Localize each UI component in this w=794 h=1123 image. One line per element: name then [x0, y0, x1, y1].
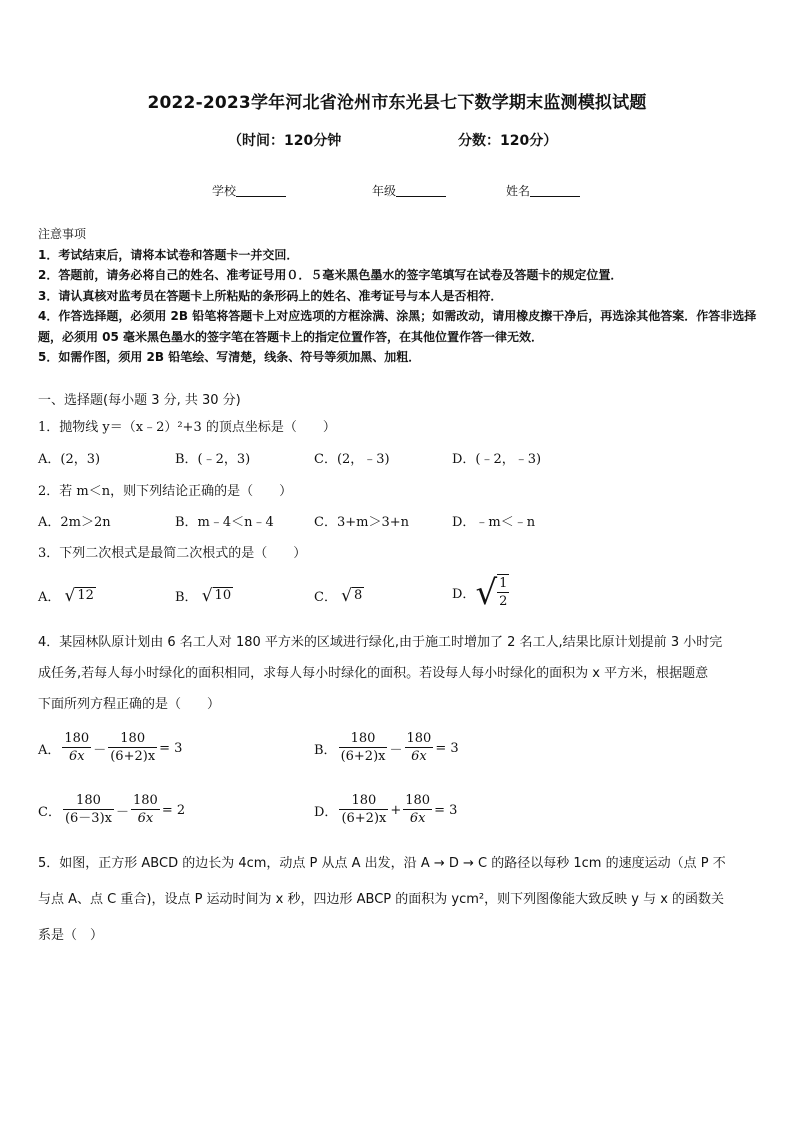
page-title: 2022-2023学年河北省沧州市东光县七下数学期末监测模拟试题	[147, 93, 647, 113]
q2-option-d[interactable]: D．﹣m＜﹣n	[452, 515, 536, 530]
school-label: 学校	[212, 184, 237, 198]
q4-option-a[interactable]: A． $\frac{180}{6x}$ － $\frac{180}{(6+2)x}$ = 3	[38, 731, 183, 764]
q3-option-b[interactable]: B． √ 10	[175, 586, 232, 606]
q1-option-b[interactable]: B．(﹣2，3)	[175, 452, 251, 467]
q3-option-c[interactable]: C． √ 8	[314, 586, 363, 606]
note-item: 4．作答选择题，必须用 2B 铅笔将答题卡上对应选项的方框涂满、涂黑；如需改动，请用橡皮擦干净后，再选涂其他答案．作答非选择题，必须用 05 毫米黑色墨水的签字笔在答题卡上的指定位置作答，在其他位置作答一律无效．	[38, 309, 757, 344]
name-label: 姓名	[506, 184, 531, 198]
note-item: 5．如需作图，须用 2B 铅笔绘、写清楚，线条、符号等须加黑、加粗．	[38, 350, 421, 364]
q2-option-b[interactable]: B．m﹣4＜n﹣4	[175, 515, 274, 530]
grade-blank[interactable]	[396, 184, 446, 197]
note-item: 1．考试结束后，请将本试卷和答题卡一并交回．	[38, 247, 299, 262]
sqrt-fraction: √ $\frac{1}{2}$	[475, 572, 508, 613]
q2-option-c[interactable]: C．3+m＞3+n	[314, 515, 409, 530]
note-item: 2．答题前，请务必将自己的姓名、准考证号用０．５毫米黑色墨水的签字笔填写在试卷及答题卡的规定位置．	[38, 268, 623, 282]
exam-score: 分数：120分）	[458, 133, 558, 149]
q1-option-c[interactable]: C．(2，﹣3)	[314, 452, 390, 467]
question-5-stem: 5．如图，正方形 ABCD 的边长为 4cm，动点 P 从点 A 出发，沿 A → D → C 的路径以每秒 1cm 的速度运动（点 P 不 与点 A、点 C 重合)，设点 P 运动时间为 x 秒，四边形 ABCP 的面积为 ycm²，则下列图像能大致反映 y 与 x 的函数关 系是（ ）	[38, 856, 726, 943]
q4-option-c[interactable]: C． $\frac{180}{(6-3)x}$ － $\frac{180}{6x}$ = 2	[38, 793, 186, 826]
note-item: 3．请认真核对监考员在答题卡上所粘贴的条形码上的姓名、准考证号与本人是否相符．	[38, 288, 503, 303]
q3-option-d[interactable]: D． √ $\frac{1}{2}$	[452, 572, 508, 613]
q4-option-b[interactable]: B． $\frac{180}{(6+2)x}$ － $\frac{180}{6x}$ = 3	[314, 731, 459, 764]
section-heading: 一、选择题(每小题 3 分, 共 30 分)	[38, 393, 241, 408]
q3-option-a[interactable]: A． √ 12	[38, 586, 94, 606]
sqrt-expression: √ 10	[201, 586, 232, 606]
question-3-stem: 3．下列二次根式是最简二次根式的是（ ）	[38, 546, 307, 561]
school-field[interactable]	[212, 182, 286, 199]
grade-field[interactable]	[372, 182, 446, 199]
sqrt-expression: √ 12	[64, 586, 94, 606]
notes-section	[38, 224, 760, 368]
q1-option-d[interactable]: D．(﹣2，﹣3)	[452, 452, 542, 467]
q4-option-d[interactable]: D． $\frac{180}{(6+2)x}$ + $\frac{180}{6x}$ = 3	[314, 793, 458, 826]
q2-option-a[interactable]: A．2m＞2n	[38, 515, 111, 530]
notes-heading: 注意事项	[38, 227, 87, 241]
school-blank[interactable]	[236, 184, 286, 197]
question-4-stem: 4．某园林队原计划由 6 名工人对 180 平方米的区域进行绿化,由于施工时增加了 2 名工人,结果比原计划提前 3 小时完 成任务,若每人每小时绿化的面积相同，求每人每小时绿化的面积。若设每人每小时绿化的面积为 x 平方米，根据题意 下面所列方程正确的是（ ）	[38, 635, 723, 712]
sqrt-expression: √ 8	[341, 586, 363, 606]
q1-option-a[interactable]: A．(2，3)	[38, 452, 101, 467]
exam-time: （时间：120分钟	[228, 133, 342, 149]
question-1-stem: 1．抛物线 y＝（x﹣2）²+3 的顶点坐标是（ ）	[38, 420, 336, 435]
grade-label: 年级	[372, 184, 397, 198]
name-blank[interactable]	[530, 184, 580, 197]
question-2-stem: 2．若 m＜n，则下列结论正确的是（ ）	[38, 484, 293, 499]
name-field[interactable]	[506, 182, 580, 199]
